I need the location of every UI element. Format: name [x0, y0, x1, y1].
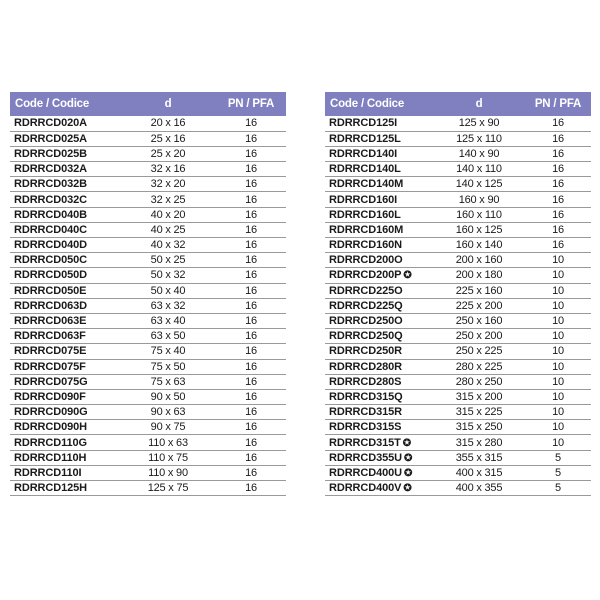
cell-pn: 5 [525, 450, 591, 465]
code-text: RDRRCD090F [14, 390, 86, 403]
code-text: RDRRCD040C [14, 223, 87, 236]
cell-pn: 16 [216, 435, 286, 450]
code-text: RDRRCD032B [14, 178, 87, 191]
cell-code [10, 222, 120, 237]
cell-pn: 16 [525, 116, 591, 131]
code-text: RDRRCD125I [329, 117, 398, 130]
cell-d: 315 x 250 [433, 420, 525, 435]
cell-d: 315 x 200 [433, 389, 525, 404]
header-d: d [475, 98, 483, 110]
star-badge-icon: ✪ [403, 483, 412, 495]
code-text: RDRRCD110H [14, 451, 87, 464]
code-text: RDRRCD315S [329, 421, 402, 434]
cell-code [10, 405, 120, 420]
cell-pn: 16 [525, 192, 591, 207]
table-row [10, 146, 286, 161]
code-text: RDRRCD315Q [329, 390, 403, 403]
cell-pn: 16 [216, 405, 286, 420]
cell-code [325, 283, 433, 298]
table-row [325, 131, 591, 146]
table-row [10, 238, 286, 253]
code-text: RDRRCD160L [329, 208, 401, 221]
cell-d: 200 x 180 [433, 268, 525, 283]
cell-pn: 16 [216, 374, 286, 389]
table-row [10, 465, 286, 480]
cell-code [325, 359, 433, 374]
table-row [10, 192, 286, 207]
table-row [325, 162, 591, 177]
table-row [10, 253, 286, 268]
cell-d: 355 x 315 [433, 450, 525, 465]
table-row [325, 344, 591, 359]
cell-code [325, 116, 433, 131]
cell-code [325, 389, 433, 404]
cell-d: 200 x 160 [433, 253, 525, 268]
cell-pn: 16 [525, 238, 591, 253]
cell-d: 125 x 90 [433, 116, 525, 131]
cell-pn: 10 [525, 359, 591, 374]
cell-pn: 16 [216, 238, 286, 253]
cell-code [325, 146, 433, 161]
table-row [10, 405, 286, 420]
table-row [10, 420, 286, 435]
cell-pn: 10 [525, 298, 591, 313]
cell-code [10, 374, 120, 389]
cell-code [325, 298, 433, 313]
cell-pn: 16 [525, 177, 591, 192]
code-text: RDRRCD110I [14, 466, 82, 479]
table-row [325, 146, 591, 161]
code-text: RDRRCD075G [14, 375, 88, 388]
cell-code [325, 481, 433, 496]
cell-d: 40 x 20 [120, 207, 216, 222]
code-text: RDRRCD050D [14, 269, 87, 282]
star-badge-icon: ✪ [403, 467, 413, 479]
cell-code [325, 450, 433, 465]
cell-code [10, 359, 120, 374]
cell-d: 140 x 110 [433, 162, 525, 177]
cell-pn: 10 [525, 389, 591, 404]
code-text: RDRRCD400V [329, 482, 402, 495]
cell-d: 250 x 160 [433, 313, 525, 328]
table-row [10, 450, 286, 465]
cell-d: 125 x 75 [120, 481, 216, 496]
table-row [10, 162, 286, 177]
cell-d: 315 x 280 [433, 435, 525, 450]
cell-d: 110 x 75 [120, 450, 216, 465]
cell-d: 90 x 63 [120, 405, 216, 420]
cell-d: 50 x 25 [120, 253, 216, 268]
table-row [325, 374, 591, 389]
cell-d: 110 x 63 [120, 435, 216, 450]
code-text: RDRRCD250R [329, 345, 402, 358]
code-text: RDRRCD075F [14, 360, 86, 373]
cell-d: 90 x 75 [120, 420, 216, 435]
cell-d: 25 x 20 [120, 146, 216, 161]
cell-pn: 16 [216, 344, 286, 359]
code-text: RDRRCD200P [329, 269, 402, 282]
table-row [10, 313, 286, 328]
code-text: RDRRCD025A [14, 132, 87, 145]
cell-pn: 16 [525, 207, 591, 222]
cell-code [10, 389, 120, 404]
cell-code [325, 253, 433, 268]
table-row [10, 116, 286, 131]
table-row [10, 177, 286, 192]
product-table-left [10, 92, 286, 496]
cell-d: 160 x 140 [433, 238, 525, 253]
code-text: RDRRCD225O [329, 284, 403, 297]
cell-pn: 16 [216, 162, 286, 177]
table-row [10, 298, 286, 313]
code-text: RDRRCD063D [14, 299, 87, 312]
code-text: RDRRCD160N [329, 239, 402, 252]
cell-pn: 16 [525, 146, 591, 161]
code-text: RDRRCD355U [329, 451, 402, 464]
cell-pn: 16 [525, 131, 591, 146]
cell-pn: 16 [216, 450, 286, 465]
code-text: RDRRCD090G [14, 406, 88, 419]
cell-pn: 16 [216, 116, 286, 131]
cell-d: 225 x 200 [433, 298, 525, 313]
table-row [325, 389, 591, 404]
cell-code [10, 253, 120, 268]
cell-pn: 10 [525, 420, 591, 435]
cell-d: 250 x 200 [433, 329, 525, 344]
code-text: RDRRCD280S [329, 375, 402, 388]
cell-code [10, 420, 120, 435]
code-text: RDRRCD200O [329, 254, 403, 267]
cell-pn: 10 [525, 268, 591, 283]
cell-pn: 16 [216, 207, 286, 222]
cell-pn: 16 [525, 222, 591, 237]
table-row [10, 207, 286, 222]
cell-d: 50 x 32 [120, 268, 216, 283]
code-text: RDRRCD250Q [329, 330, 403, 343]
cell-pn: 16 [216, 268, 286, 283]
cell-code [325, 268, 433, 283]
cell-code [325, 222, 433, 237]
cell-pn: 16 [216, 389, 286, 404]
cell-pn: 16 [216, 359, 286, 374]
code-text: RDRRCD315T [329, 436, 401, 449]
cell-code [10, 192, 120, 207]
cell-code [325, 238, 433, 253]
cell-pn: 10 [525, 253, 591, 268]
code-text: RDRRCD110G [14, 436, 87, 449]
cell-d: 50 x 40 [120, 283, 216, 298]
cell-code [325, 177, 433, 192]
cell-code [10, 329, 120, 344]
table-row [325, 268, 591, 283]
code-text: RDRRCD032C [14, 193, 87, 206]
cell-d: 160 x 125 [433, 222, 525, 237]
table-row [325, 177, 591, 192]
table-row [325, 238, 591, 253]
cell-d: 140 x 90 [433, 146, 525, 161]
code-text: RDRRCD050C [14, 254, 87, 267]
cell-d: 63 x 40 [120, 313, 216, 328]
table-row [10, 283, 286, 298]
table-row [325, 253, 591, 268]
cell-d: 40 x 32 [120, 238, 216, 253]
cell-code [10, 268, 120, 283]
header-d: d [164, 98, 172, 110]
cell-code [325, 313, 433, 328]
code-text: RDRRCD140M [329, 178, 404, 191]
product-table-right [325, 92, 591, 496]
cell-d: 75 x 50 [120, 359, 216, 374]
table-row [10, 268, 286, 283]
table-header-row [10, 92, 286, 116]
code-text: RDRRCD280R [329, 360, 402, 373]
cell-pn: 16 [216, 131, 286, 146]
code-text: RDRRCD075E [14, 345, 87, 358]
cell-pn: 10 [525, 374, 591, 389]
table-row [10, 329, 286, 344]
cell-code [10, 146, 120, 161]
cell-d: 125 x 110 [433, 131, 525, 146]
cell-pn: 16 [216, 298, 286, 313]
cell-pn: 16 [216, 313, 286, 328]
table-row [10, 131, 286, 146]
cell-code [10, 450, 120, 465]
cell-d: 110 x 90 [120, 465, 216, 480]
cell-d: 63 x 32 [120, 298, 216, 313]
cell-d: 75 x 63 [120, 374, 216, 389]
cell-d: 280 x 250 [433, 374, 525, 389]
table-row [325, 405, 591, 420]
cell-d: 315 x 225 [433, 405, 525, 420]
cell-code [325, 435, 433, 450]
cell-code [10, 207, 120, 222]
cell-code [10, 313, 120, 328]
cell-code [10, 465, 120, 480]
cell-code [325, 207, 433, 222]
cell-code [10, 435, 120, 450]
star-badge-icon: ✪ [403, 452, 413, 464]
cell-code [10, 238, 120, 253]
header-code: Code / Codice [330, 98, 405, 110]
cell-pn: 16 [216, 177, 286, 192]
cell-pn: 5 [525, 465, 591, 480]
cell-d: 32 x 20 [120, 177, 216, 192]
cell-d: 280 x 225 [433, 359, 525, 374]
table-row [325, 313, 591, 328]
cell-pn: 10 [525, 329, 591, 344]
table-row [325, 222, 591, 237]
cell-code [325, 405, 433, 420]
cell-pn: 10 [525, 344, 591, 359]
code-text: RDRRCD050E [14, 284, 87, 297]
cell-d: 225 x 160 [433, 283, 525, 298]
code-text: RDRRCD020A [14, 117, 87, 130]
cell-pn: 10 [525, 435, 591, 450]
header-pn: PN / PFA [534, 98, 582, 110]
cell-code [325, 374, 433, 389]
cell-d: 400 x 355 [433, 481, 525, 496]
cell-code [10, 344, 120, 359]
cell-code [325, 329, 433, 344]
cell-code [10, 298, 120, 313]
cell-pn: 16 [216, 283, 286, 298]
cell-d: 140 x 125 [433, 177, 525, 192]
code-text: RDRRCD063F [14, 330, 86, 343]
cell-pn: 16 [216, 192, 286, 207]
cell-d: 400 x 315 [433, 465, 525, 480]
cell-pn: 10 [525, 405, 591, 420]
cell-d: 75 x 40 [120, 344, 216, 359]
table-row [325, 465, 591, 480]
code-text: RDRRCD160M [329, 223, 404, 236]
code-text: RDRRCD025B [14, 147, 87, 160]
table-row [325, 359, 591, 374]
cell-d: 32 x 16 [120, 162, 216, 177]
code-text: RDRRCD225Q [329, 299, 403, 312]
code-text: RDRRCD400U [329, 466, 402, 479]
code-text: RDRRCD125H [14, 482, 87, 495]
cell-d: 25 x 16 [120, 131, 216, 146]
cell-pn: 10 [525, 313, 591, 328]
cell-pn: 5 [525, 481, 591, 496]
table-row [325, 116, 591, 131]
cell-pn: 16 [216, 465, 286, 480]
cell-code [325, 131, 433, 146]
table-row [325, 298, 591, 313]
table-row [325, 435, 591, 450]
code-text: RDRRCD090H [14, 421, 87, 434]
cell-code [10, 283, 120, 298]
cell-code [10, 481, 120, 496]
header-pn: PN / PFA [227, 98, 275, 110]
code-text: RDRRCD032A [14, 163, 87, 176]
cell-pn: 16 [216, 329, 286, 344]
cell-d: 40 x 25 [120, 222, 216, 237]
cell-code [325, 162, 433, 177]
cell-d: 63 x 50 [120, 329, 216, 344]
cell-pn: 10 [525, 283, 591, 298]
cell-code [10, 131, 120, 146]
cell-pn: 16 [216, 222, 286, 237]
cell-d: 250 x 225 [433, 344, 525, 359]
code-text: RDRRCD315R [329, 406, 402, 419]
star-badge-icon: ✪ [403, 270, 412, 282]
code-text: RDRRCD125L [329, 132, 401, 145]
code-text: RDRRCD140L [329, 163, 401, 176]
table-row [10, 435, 286, 450]
cell-pn: 16 [216, 420, 286, 435]
table-header-row [325, 92, 591, 116]
cell-code [325, 420, 433, 435]
cell-code [10, 177, 120, 192]
cell-code [10, 116, 120, 131]
cell-d: 160 x 90 [433, 192, 525, 207]
cell-d: 160 x 110 [433, 207, 525, 222]
table-row [10, 344, 286, 359]
table-row [325, 283, 591, 298]
cell-pn: 16 [525, 162, 591, 177]
cell-d: 90 x 50 [120, 389, 216, 404]
table-row [10, 389, 286, 404]
table-row [10, 481, 286, 496]
code-text: RDRRCD063E [14, 315, 87, 328]
table-row [10, 359, 286, 374]
cell-d: 32 x 25 [120, 192, 216, 207]
table-row [325, 450, 591, 465]
table-row [325, 481, 591, 496]
header-code: Code / Codice [15, 98, 90, 110]
cell-pn: 16 [216, 253, 286, 268]
cell-code [325, 465, 433, 480]
cell-code [10, 162, 120, 177]
code-text: RDRRCD250O [329, 315, 403, 328]
table-row [325, 420, 591, 435]
cell-d: 20 x 16 [120, 116, 216, 131]
table-row [10, 222, 286, 237]
cell-code [325, 192, 433, 207]
star-badge-icon: ✪ [402, 437, 412, 449]
cell-pn: 16 [216, 481, 286, 496]
table-row [325, 207, 591, 222]
cell-pn: 16 [216, 146, 286, 161]
code-text: RDRRCD040D [14, 239, 87, 252]
code-text: RDRRCD140I [329, 147, 398, 160]
code-text: RDRRCD040B [14, 208, 87, 221]
table-row [10, 374, 286, 389]
table-row [325, 192, 591, 207]
code-text: RDRRCD160I [329, 193, 398, 206]
cell-code [325, 344, 433, 359]
table-row [325, 329, 591, 344]
